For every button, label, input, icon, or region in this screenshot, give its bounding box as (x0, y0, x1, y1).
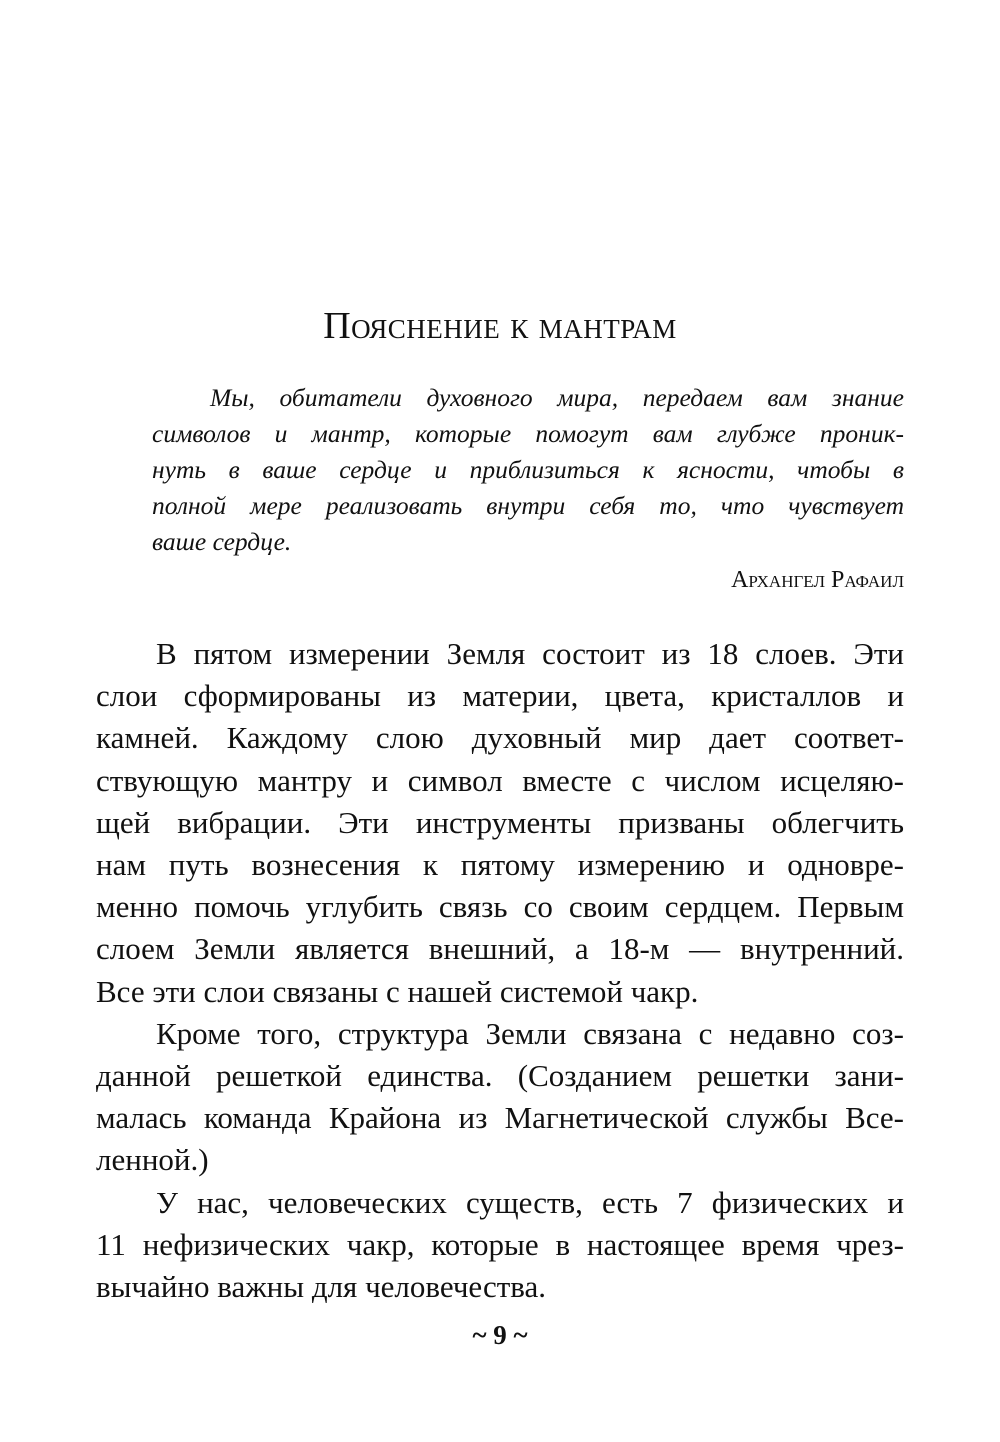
body-line: 11 нефизических чакр, которые в настоящее время чрез- (96, 1226, 904, 1262)
page-number: ~ 9 ~ (472, 1320, 528, 1350)
epigraph-line: Мы, обитатели духовного мира, передаем вам знание (210, 383, 904, 412)
epigraph-attribution: Архангел Рафаил (731, 567, 904, 593)
body-text (96, 633, 904, 1308)
body-line: нам путь вознесения к пятому измерению и одновре- (96, 847, 904, 883)
body-line: Кроме того, структура Земли связана с недавно соз- (156, 1015, 904, 1051)
epigraph (152, 380, 904, 560)
body-line: ленной.) (96, 1142, 209, 1178)
body-line: слоем Земли является внешний, а 18-м — внутренний. (96, 931, 904, 967)
body-line: слои сформированы из материи, цвета, кристаллов и (96, 678, 904, 714)
epigraph-line: ваше сердце. (152, 527, 292, 556)
body-line: щей вибрации. Эти инструменты призваны облегчить (96, 804, 904, 840)
body-line: В пятом измерении Земля состоит из 18 слоев. Эти (156, 636, 904, 671)
epigraph-line: нуть в ваше сердце и приблизиться к ясности, чтобы в (152, 455, 904, 484)
body-line: менно помочь углубить связь со своим сердцем. Первым (96, 889, 904, 925)
body-line: вычайно важны для человечества. (96, 1269, 546, 1305)
body-line: малась команда Крайона из Магнетической службы Все- (96, 1100, 904, 1136)
body-line: ствующую мантру и символ вместе с числом исцеляю- (96, 762, 904, 798)
body-line: У нас, человеческих существ, есть 7 физических и (156, 1184, 904, 1220)
epigraph-line: символов и мантр, которые помогут вам глубже проник- (152, 419, 904, 448)
body-line: Все эти слои связаны с нашей системой чакр. (96, 973, 699, 1009)
body-line: данной решеткой единства. (Созданием решетки зани- (96, 1058, 904, 1094)
epigraph-line: полной мере реализовать внутри себя то, что чувствует (152, 491, 904, 520)
page-title: Пояснение к мантрам (323, 305, 677, 347)
body-line: камней. Каждому слою духовный мир дает соответ- (96, 720, 904, 756)
